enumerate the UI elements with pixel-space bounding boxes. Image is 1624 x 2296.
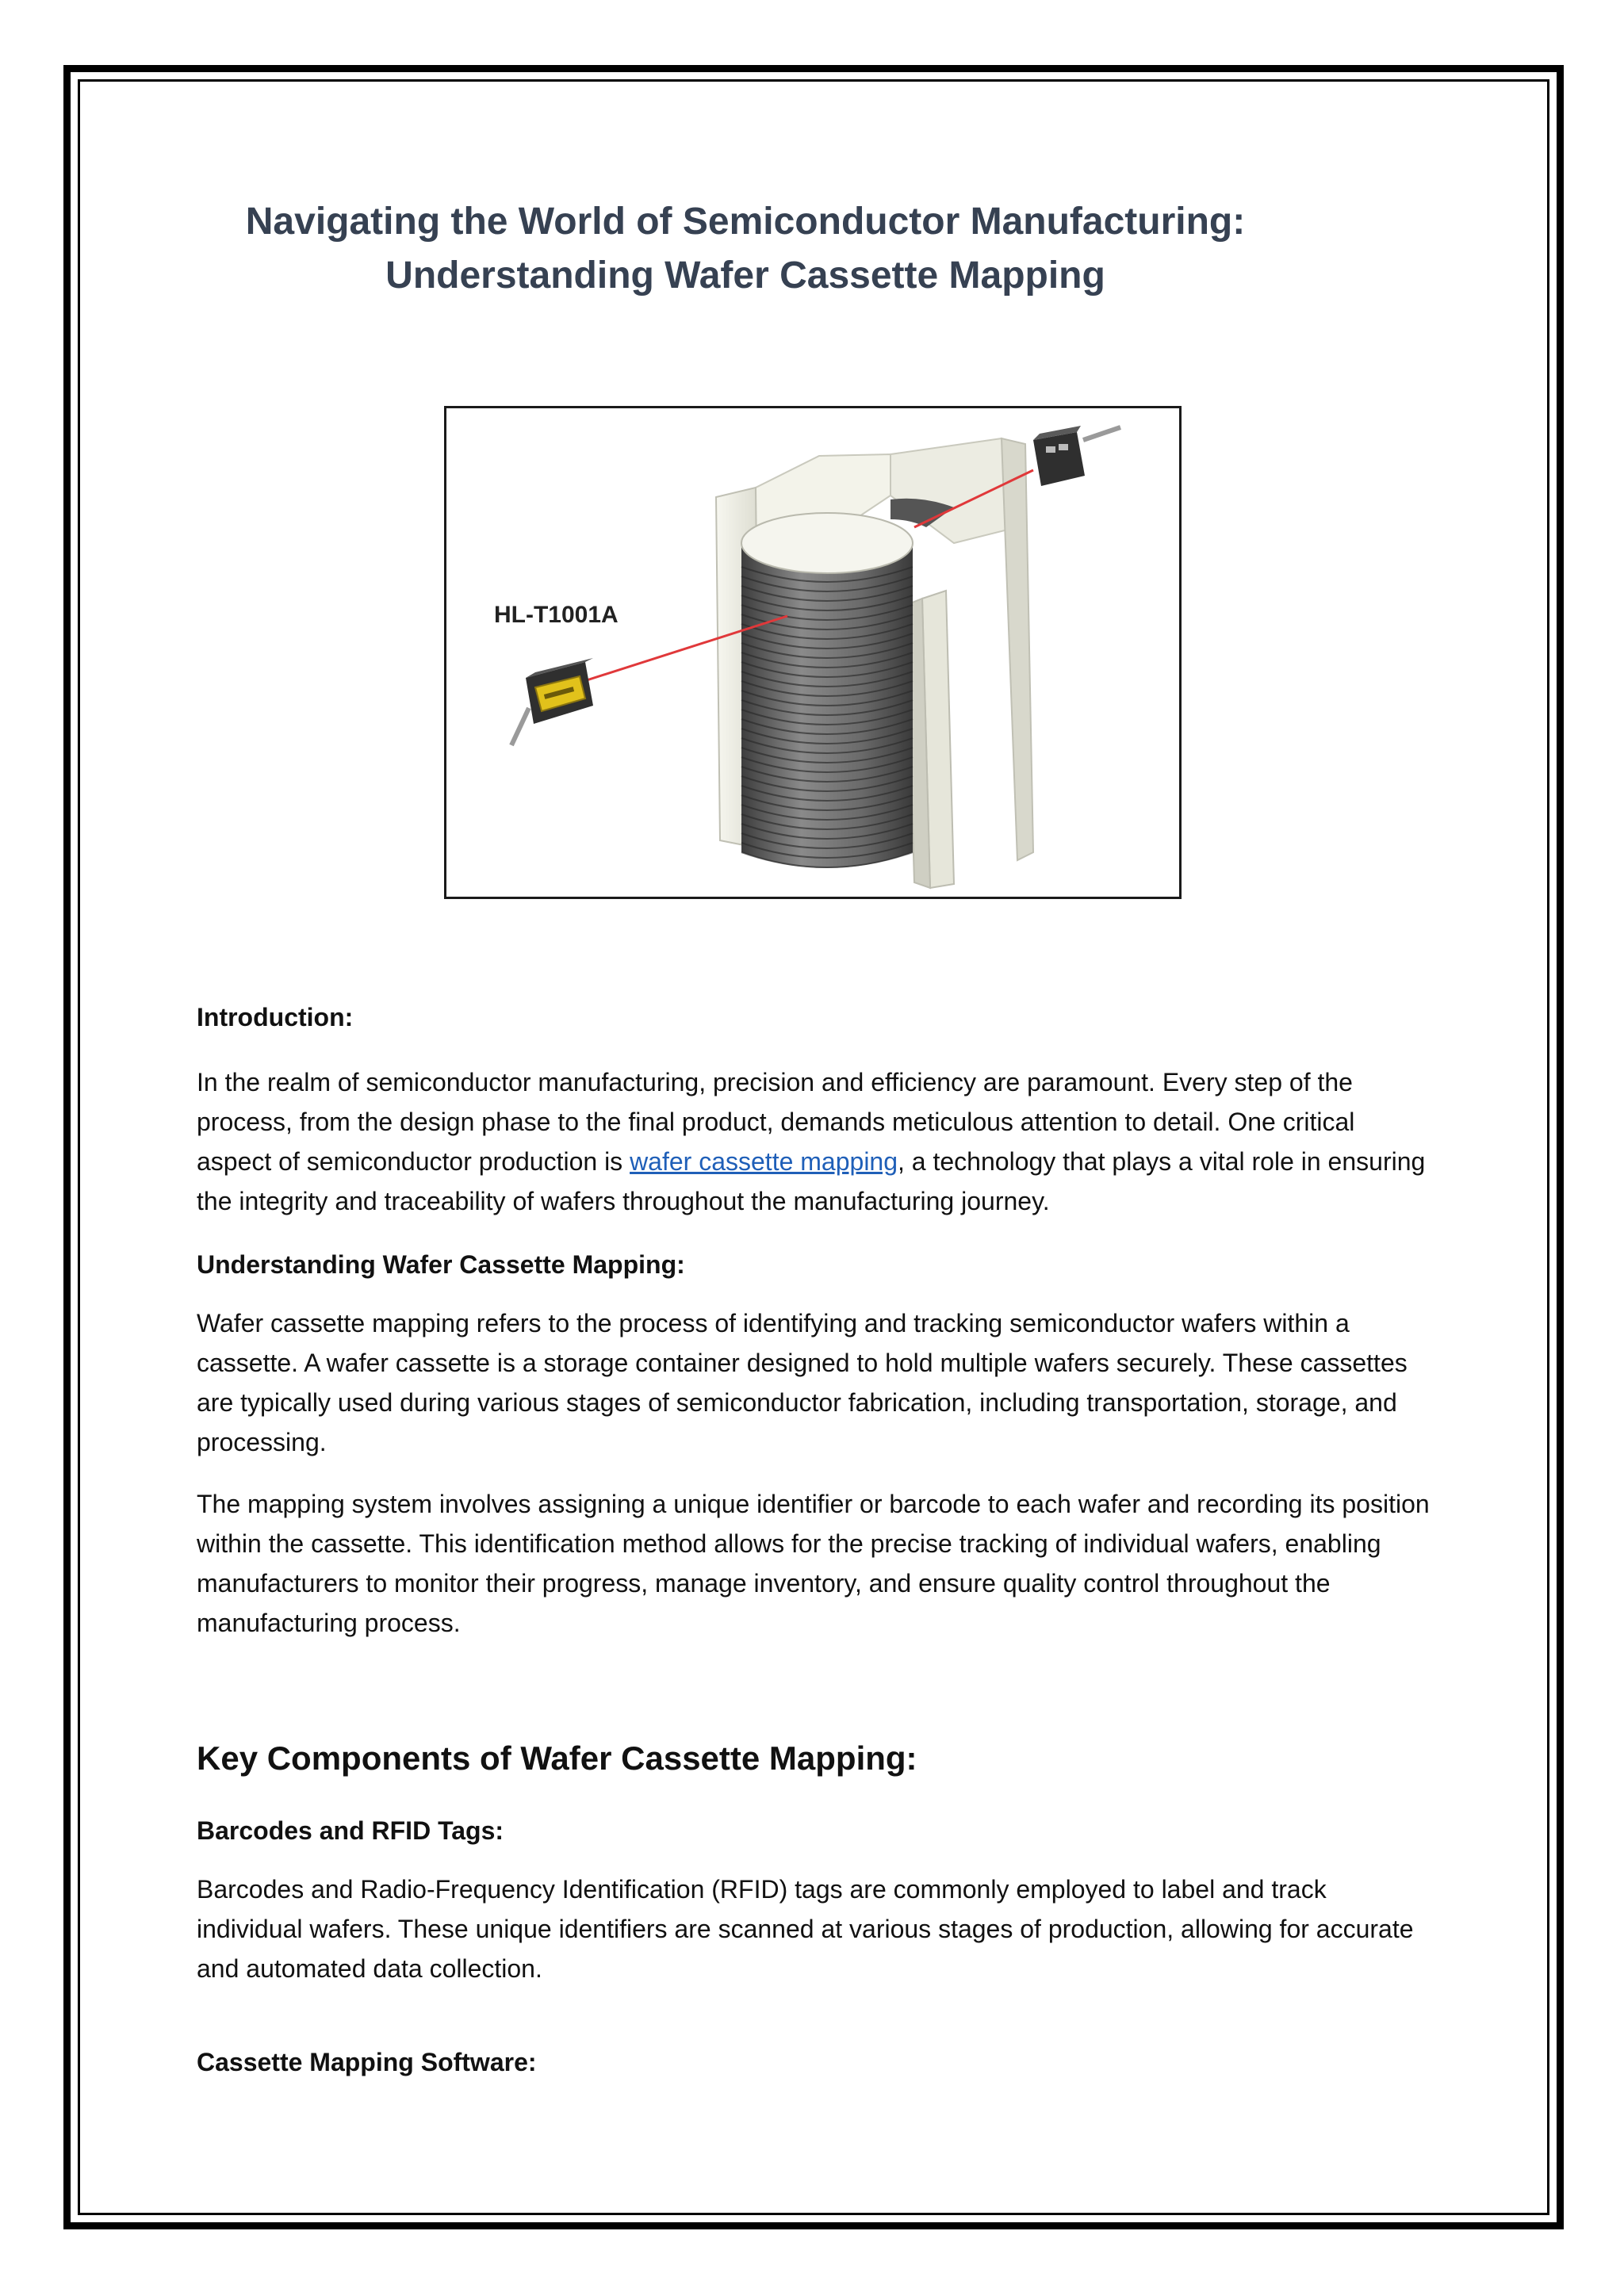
understanding-paragraph-1-block — [197, 1303, 1434, 1462]
document-title — [198, 195, 1293, 303]
barcodes-paragraph-block — [197, 1869, 1434, 1988]
understanding-section — [197, 1248, 1434, 1281]
understanding-paragraph-1: Wafer cassette mapping refers to the process of identifying and tracking semiconductor wafers within a cassette. A wafer cassette is a storage container designed to hold multiple wafers securely. These cassettes are typically used during various stages of semiconductor fabrication, including transportation, storage, and processing. — [197, 1309, 1408, 1456]
wafer-cassette-illustration — [446, 408, 1179, 897]
intro-heading: Introduction: — [197, 1003, 354, 1031]
understanding-paragraph-2: The mapping system involves assigning a unique identifier or barcode to each wafer and recording its position within the cassette. This identification method allows for the precise tracking of individual wafers, enabling manufacturers to monitor their progress, manage inventory, and ensure quality control throughout the manufacturing process. — [197, 1490, 1430, 1637]
understanding-paragraph-2-block — [197, 1484, 1434, 1643]
intro-paragraph — [197, 1062, 1434, 1221]
intro-section — [197, 1001, 1434, 1034]
intro-paragraph-block — [197, 1062, 1434, 1221]
sensor-model-label: HL-T1001A — [494, 602, 619, 628]
wafer-cassette-figure — [444, 406, 1182, 899]
barcodes-heading: Barcodes and RFID Tags: — [197, 1816, 504, 1845]
sensor-receiver-right — [1033, 426, 1120, 486]
wafer-cassette-mapping-link[interactable]: wafer cassette mapping — [630, 1147, 898, 1176]
software-heading: Cassette Mapping Software: — [197, 2048, 537, 2076]
sensor-emitter-left — [511, 658, 593, 745]
intro-text-before-link: In the realm of semiconductor manufacturing, precision and efficiency are paramount. Every step of the process, from the design phase to the final product, demands meticulous attention to detail. One critical aspect of semiconductor production is — [197, 1068, 1355, 1176]
barcodes-paragraph: Barcodes and Radio-Frequency Identification (RFID) tags are commonly employed to label and track individual wafers. These unique identifiers are scanned at various stages of production, allowing for accurate and automated data collection. — [197, 1875, 1414, 1983]
key-components-heading: Key Components of Wafer Cassette Mapping: — [197, 1739, 917, 1777]
title-line-1: Navigating the World of Semiconductor Manufacturing: — [245, 201, 1246, 243]
key-components-section — [197, 1736, 1434, 1781]
title-line-2: Understanding Wafer Cassette Mapping — [385, 254, 1105, 297]
intro-text-after-link: , a technology that plays a vital role in ensuring the integrity and traceability of wafers throughout the manufacturing journey. — [197, 1147, 1426, 1215]
software-heading-block — [197, 2045, 1434, 2079]
barcodes-heading-block — [197, 1814, 1434, 1847]
understanding-heading: Understanding Wafer Cassette Mapping: — [197, 1250, 685, 1279]
